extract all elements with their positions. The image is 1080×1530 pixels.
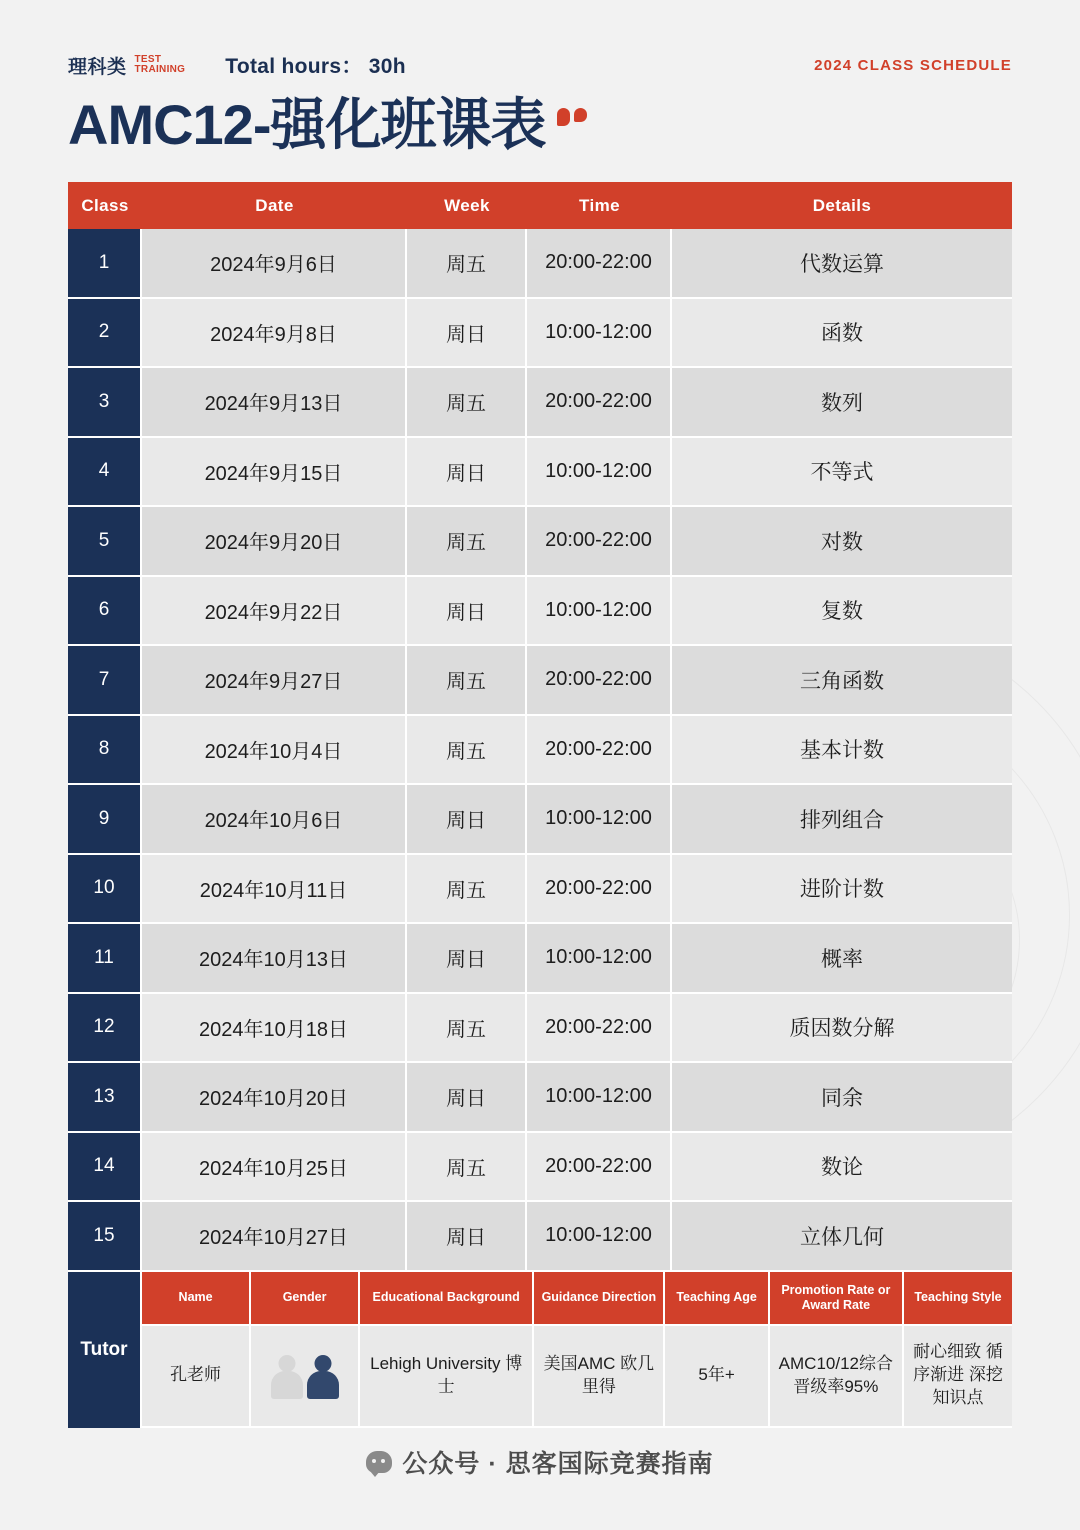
table-row (68, 716, 1012, 786)
cell-week: 周五 (407, 716, 527, 786)
table-row (68, 924, 1012, 994)
table-row (68, 855, 1012, 925)
tutor-label: Tutor (68, 1272, 142, 1428)
cell-week: 周五 (407, 1133, 527, 1203)
cell-week: 周五 (407, 855, 527, 925)
cell-week: 周日 (407, 438, 527, 508)
cell-time: 10:00-12:00 (527, 785, 672, 855)
tutor-col-gender: Gender (251, 1272, 360, 1324)
cell-class: 3 (68, 368, 142, 438)
male-female-icon (257, 1353, 352, 1399)
tutor-gender-cell (251, 1324, 360, 1428)
cell-details: 数论 (672, 1133, 1012, 1203)
cell-details: 同余 (672, 1063, 1012, 1133)
tutor-row (142, 1324, 1012, 1428)
cell-details: 立体几何 (672, 1202, 1012, 1272)
cell-class: 12 (68, 994, 142, 1064)
table-row (68, 229, 1012, 299)
cell-time: 10:00-12:00 (527, 299, 672, 369)
cell-class: 8 (68, 716, 142, 786)
footer-text: 公众号 · 思客国际竞赛指南 (402, 1449, 714, 1478)
cell-date: 2024年10月27日 (142, 1202, 407, 1272)
cell-details: 质因数分解 (672, 994, 1012, 1064)
wechat-icon (366, 1451, 392, 1473)
table-row (68, 785, 1012, 855)
schedule-table (68, 182, 1012, 1272)
tutor-header-row (142, 1272, 1012, 1324)
cell-class: 14 (68, 1133, 142, 1203)
cell-time: 10:00-12:00 (527, 438, 672, 508)
cell-time: 20:00-22:00 (527, 229, 672, 299)
cell-week: 周五 (407, 646, 527, 716)
cell-time: 10:00-12:00 (527, 577, 672, 647)
tutor-col-direction: Guidance Direction (534, 1272, 665, 1324)
cell-week: 周五 (407, 229, 527, 299)
cell-week: 周五 (407, 994, 527, 1064)
table-row (68, 1202, 1012, 1272)
table-row (68, 368, 1012, 438)
cell-class: 13 (68, 1063, 142, 1133)
cell-class: 5 (68, 507, 142, 577)
cell-class: 4 (68, 438, 142, 508)
year-schedule-label: 2024 CLASS SCHEDULE (814, 56, 1012, 74)
tutor-direction: 美国AMC 欧几里得 (534, 1324, 665, 1428)
title-row (68, 93, 1012, 174)
brand-en-line2: TRAINING (134, 64, 186, 75)
cell-week: 周日 (407, 1202, 527, 1272)
cell-date: 2024年9月13日 (142, 368, 407, 438)
cell-details: 不等式 (672, 438, 1012, 508)
cell-week: 周日 (407, 1063, 527, 1133)
cell-class: 11 (68, 924, 142, 994)
cell-date: 2024年9月20日 (142, 507, 407, 577)
cell-time: 20:00-22:00 (527, 855, 672, 925)
cell-time: 10:00-12:00 (527, 1202, 672, 1272)
total-hours-label: Total hours： 30h (225, 55, 406, 78)
cell-details: 数列 (672, 368, 1012, 438)
cell-week: 周日 (407, 299, 527, 369)
cell-date: 2024年9月27日 (142, 646, 407, 716)
cell-class: 7 (68, 646, 142, 716)
quote-mark-icon (557, 108, 587, 126)
cell-date: 2024年10月18日 (142, 994, 407, 1064)
cell-details: 复数 (672, 577, 1012, 647)
column-header-details: Details (672, 182, 1012, 229)
footer (68, 1444, 1012, 1480)
tutor-education: Lehigh University 博士 (360, 1324, 534, 1428)
cell-class: 15 (68, 1202, 142, 1272)
cell-details: 进阶计数 (672, 855, 1012, 925)
tutor-col-name: Name (142, 1272, 251, 1324)
cell-date: 2024年9月8日 (142, 299, 407, 369)
column-header-class: Class (68, 182, 142, 229)
tutor-col-style: Teaching Style (904, 1272, 1012, 1324)
cell-class: 1 (68, 229, 142, 299)
cell-details: 概率 (672, 924, 1012, 994)
cell-week: 周日 (407, 577, 527, 647)
cell-date: 2024年9月15日 (142, 438, 407, 508)
table-row (68, 299, 1012, 369)
cell-time: 20:00-22:00 (527, 507, 672, 577)
cell-details: 代数运算 (672, 229, 1012, 299)
table-header-row (68, 182, 1012, 229)
cell-details: 排列组合 (672, 785, 1012, 855)
cell-date: 2024年10月25日 (142, 1133, 407, 1203)
tutor-table (142, 1272, 1012, 1428)
tutor-col-education: Educational Background (360, 1272, 534, 1324)
cell-class: 6 (68, 577, 142, 647)
cell-class: 9 (68, 785, 142, 855)
poster-header (68, 44, 1012, 86)
tutor-col-rate: Promotion Rate or Award Rate (770, 1272, 904, 1324)
cell-details: 三角函数 (672, 646, 1012, 716)
brand-cn-label: 理科类 (68, 56, 127, 78)
cell-date: 2024年10月6日 (142, 785, 407, 855)
table-row (68, 994, 1012, 1064)
tutor-name: 孔老师 (142, 1324, 251, 1428)
cell-date: 2024年9月6日 (142, 229, 407, 299)
cell-time: 20:00-22:00 (527, 368, 672, 438)
cell-week: 周五 (407, 368, 527, 438)
column-header-week: Week (407, 182, 527, 229)
cell-time: 20:00-22:00 (527, 994, 672, 1064)
cell-time: 20:00-22:00 (527, 1133, 672, 1203)
cell-week: 周日 (407, 785, 527, 855)
tutor-col-age: Teaching Age (665, 1272, 769, 1324)
tutor-style: 耐心细致 循序渐进 深挖知识点 (904, 1324, 1012, 1428)
cell-class: 10 (68, 855, 142, 925)
cell-time: 10:00-12:00 (527, 1063, 672, 1133)
tutor-section (68, 1272, 1012, 1428)
tutor-rate: AMC10/12综合晋级率95% (770, 1324, 904, 1428)
cell-date: 2024年9月22日 (142, 577, 407, 647)
brand-en-label (135, 55, 186, 76)
cell-time: 10:00-12:00 (527, 924, 672, 994)
cell-details: 基本计数 (672, 716, 1012, 786)
cell-time: 20:00-22:00 (527, 646, 672, 716)
cell-week: 周日 (407, 924, 527, 994)
brand-logo (68, 52, 185, 79)
cell-details: 函数 (672, 299, 1012, 369)
cell-date: 2024年10月11日 (142, 855, 407, 925)
cell-details: 对数 (672, 507, 1012, 577)
column-header-time: Time (527, 182, 672, 229)
table-row (68, 646, 1012, 716)
table-row (68, 1063, 1012, 1133)
cell-date: 2024年10月4日 (142, 716, 407, 786)
table-row (68, 1133, 1012, 1203)
schedule-table-body (68, 229, 1012, 1272)
tutor-age: 5年+ (665, 1324, 769, 1428)
cell-week: 周五 (407, 507, 527, 577)
cell-class: 2 (68, 299, 142, 369)
table-row (68, 438, 1012, 508)
column-header-date: Date (142, 182, 407, 229)
cell-date: 2024年10月13日 (142, 924, 407, 994)
brand-en-line1: TEST (134, 53, 162, 65)
cell-date: 2024年10月20日 (142, 1063, 407, 1133)
page-title: AMC12-强化班课表 (68, 93, 546, 156)
table-row (68, 577, 1012, 647)
table-row (68, 507, 1012, 577)
cell-time: 20:00-22:00 (527, 716, 672, 786)
